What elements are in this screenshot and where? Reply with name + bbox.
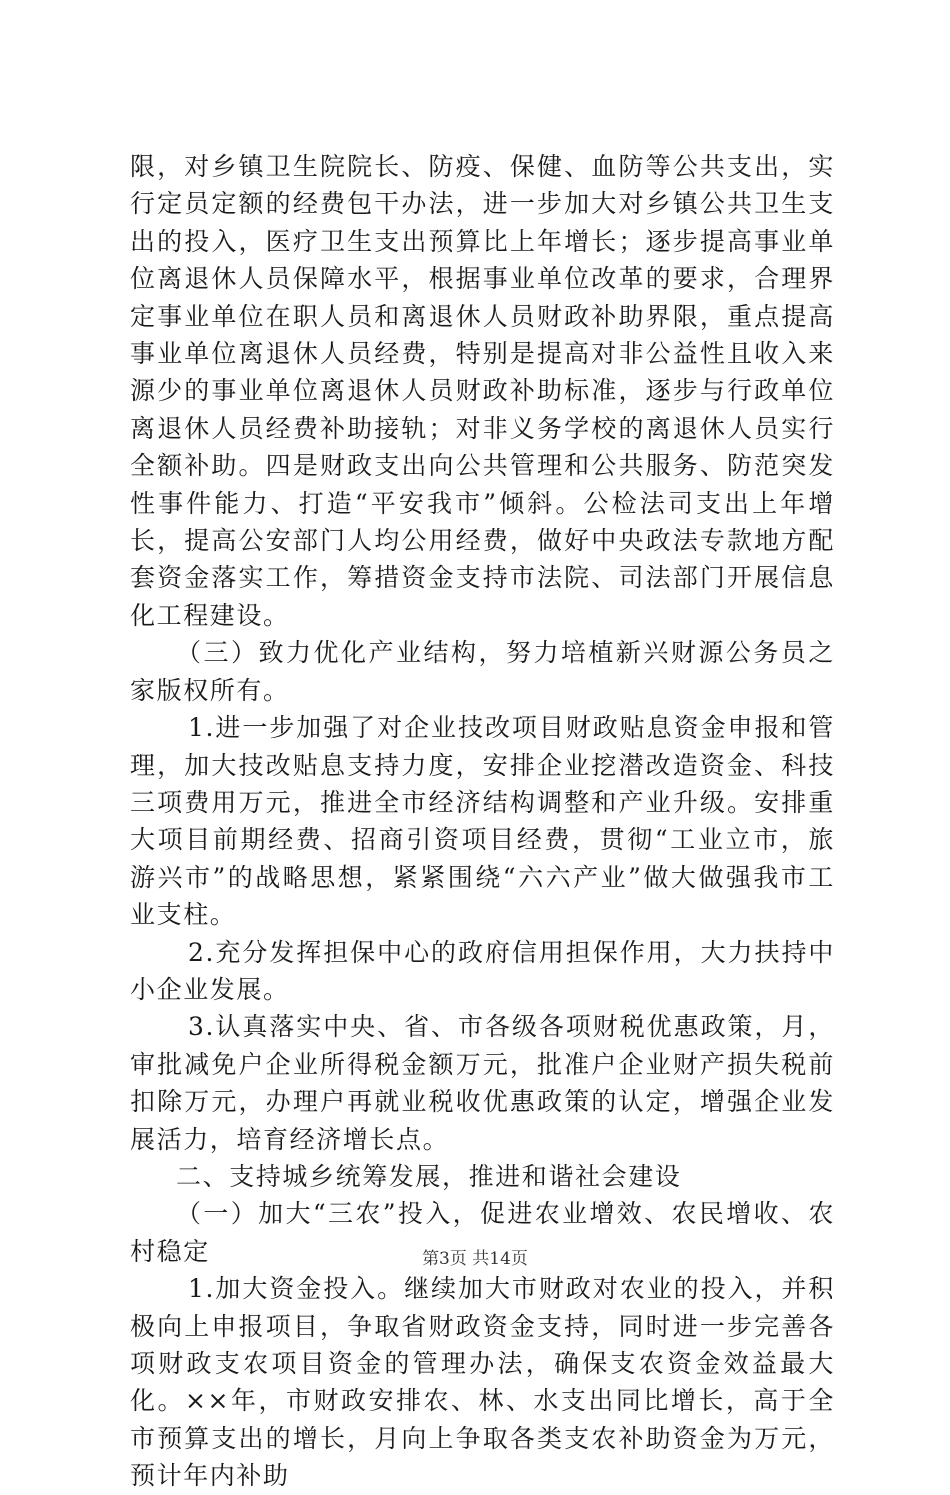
paragraph-tech-upgrade: 1.进一步加强了对企业技改项目财政贴息资金申报和管理，加大技改贴息支持力度，安排企业挖潜改造资金、科技三项费用万元，推进全市经济结构调整和产业升级。安排重大项目前期经费、招商引资项目经费，贯彻“工业立市，旅游兴市”的战略思想，紧紧围绕“六六产业”做大做强我市工业支柱。 [130, 713, 835, 930]
heading-industry-structure: （三）致力优化产业结构，努力培植新兴财源公务员之家版权所有。 [130, 638, 835, 705]
document-body [130, 148, 835, 1495]
heading-urban-rural: 二、支持城乡统筹发展，推进和谐社会建设 [176, 1161, 682, 1191]
paragraph-agri-investment: 1.加大资金投入。继续加大市财政对农业的投入，并积极向上申报项目，争取省财政资金支持，同时进一步完善各项财政支农项目资金的管理办法，确保支农资金效益最大化。××年，市财政安排农、林、水支出同比增长，高于全市预算支出的增长，月向上争取各类支农补助资金为万元，预计年内补助 [130, 1274, 835, 1491]
page-number: 第3页 共14页 [422, 1249, 528, 1269]
heading-three-rural: （一）加大“三农”投入，促进农业增效、农民增收、农村稳定 [130, 1199, 835, 1266]
paragraph-guarantee-center: 2.充分发挥担保中心的政府信用担保作用，大力扶持中小企业发展。 [130, 937, 835, 1004]
paragraph-tax-policy: 3.认真落实中央、省、市各级各项财税优惠政策，月，审批减免户企业所得税金额万元，批准户企业财产损失税前扣除万元，办理户再就业税收优惠政策的认定，增强企业发展活力，培育经济增长点。 [130, 1012, 835, 1154]
paragraph-health-spending: 限，对乡镇卫生院院长、防疫、保健、血防等公共支出，实行定员定额的经费包干办法，进一步加大对乡镇公共卫生支出的投入，医疗卫生支出预算比上年增长；逐步提高事业单位离退休人员保障水平，根据事业单位改革的要求，合理界定事业单位在职人员和离退休人员财政补助界限，重点提高事业单位离退休人员经费，特别是提高对非公益性且收入来源少的事业单位离退休人员财政补助标准，逐步与行政单位离退休人员经费补助接轨；对非义务学校的离退休人员实行全额补助。四是财政支出向公共管理和公共服务、防范突发性事件能力、打造“平安我市”倾斜。公检法司支出上年增长，提高公安部门人均公用经费，做好中央政法专款地方配套资金落实工作，筹措资金支持市法院、司法部门开展信息化工程建设。 [130, 152, 835, 630]
